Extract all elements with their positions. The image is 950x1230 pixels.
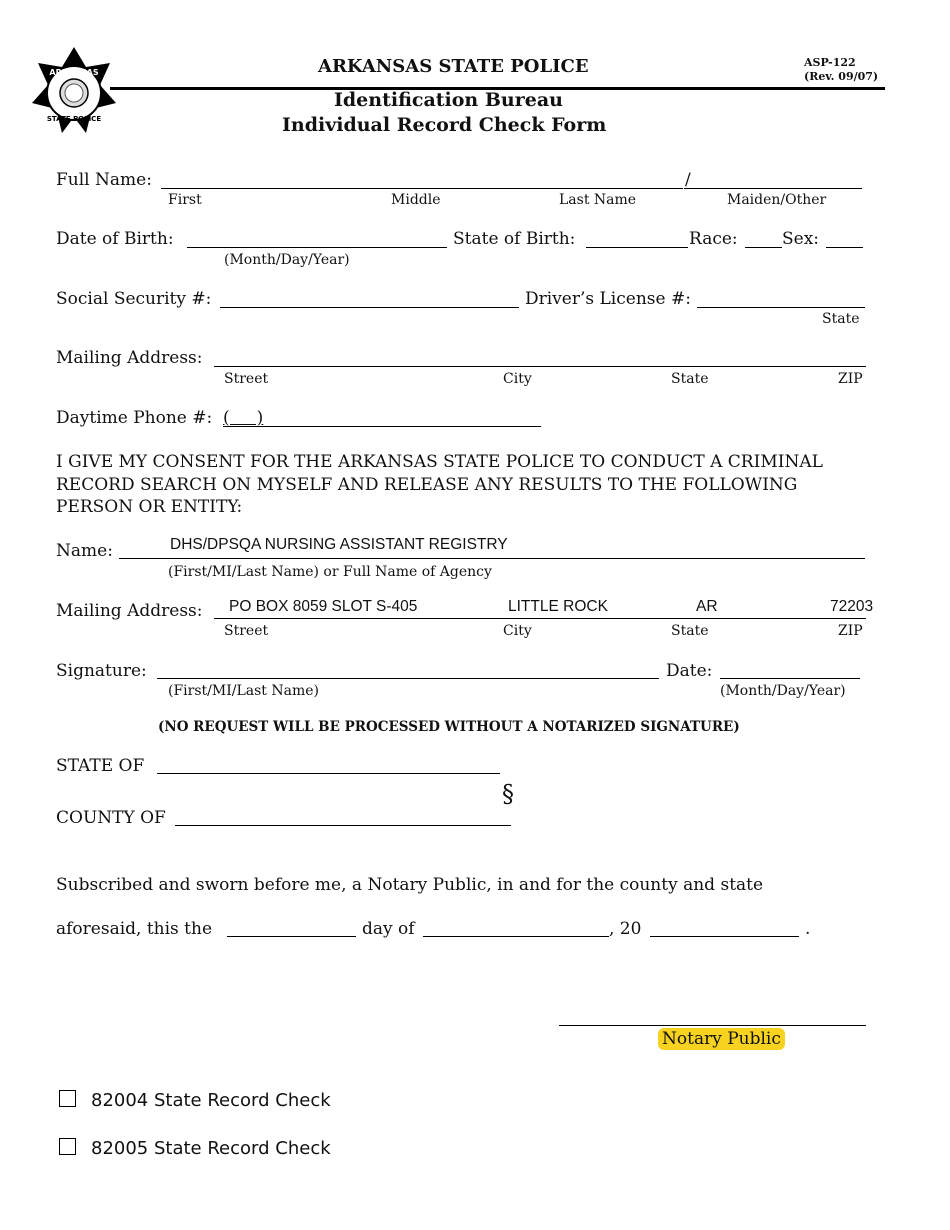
option-82005-checkbox[interactable] [59,1138,76,1155]
mailing-address-input[interactable] [214,366,866,367]
form-number: ASP-122 [804,56,856,69]
full-name-input[interactable] [161,188,683,189]
full-name-label: Full Name: [56,170,152,190]
recipient-street-value: PO BOX 8059 SLOT S-405 [229,598,418,615]
form-revision: (Rev. 09/07) [804,70,879,83]
notary-public-label: Notary Public [658,1028,785,1050]
signature-input[interactable] [157,678,659,679]
race-input[interactable] [745,247,782,248]
option-82004-label: 82004 State Record Check [91,1090,331,1111]
recipient-state-value: AR [696,598,718,615]
dob-label: Date of Birth: [56,229,174,249]
sworn-statement: Subscribed and sworn before me, a Notary Public, in and for the county and state [56,875,764,895]
phone-input[interactable] [223,426,541,427]
aforesaid-label: aforesaid, this the [56,919,213,939]
state-of-label: STATE OF [56,756,145,776]
middle-name-caption: Middle [391,192,441,208]
recipient-city-caption: City [503,623,532,639]
state-of-input[interactable] [157,773,500,774]
race-label: Race: [689,229,738,249]
zip-caption: ZIP [838,371,863,387]
state-of-birth-label: State of Birth: [453,229,576,249]
sex-input[interactable] [826,247,863,248]
county-of-input[interactable] [175,825,511,826]
date-caption: (Month/Day/Year) [720,683,846,699]
month-input[interactable] [423,936,609,937]
signature-label: Signature: [56,661,147,681]
recipient-address-label: Mailing Address: [56,601,203,621]
recipient-name-caption: (First/MI/Last Name) or Full Name of Agency [168,564,492,580]
date-label: Date: [666,661,713,681]
consent-line-2: RECORD SEARCH ON MYSELF AND RELEASE ANY RESULTS TO THE FOLLOWING [56,475,798,495]
state-of-birth-input[interactable] [586,247,688,248]
recipient-name-value: DHS/DPSQA NURSING ASSISTANT REGISTRY [170,536,508,553]
option-82005-label: 82005 State Record Check [91,1138,331,1159]
notary-signature-input[interactable] [559,1025,866,1026]
ssn-label: Social Security #: [56,289,212,309]
option-82004-checkbox[interactable] [59,1090,76,1107]
recipient-zip-caption: ZIP [838,623,863,639]
recipient-address-input[interactable] [214,618,866,619]
recipient-name-label: Name: [56,541,113,561]
recipient-name-input[interactable] [119,558,865,559]
notarized-notice: (NO REQUEST WILL BE PROCESSED WITHOUT A NOTARIZED SIGNATURE) [158,719,740,735]
badge-bottom-text: STATE POLICE [46,115,102,123]
recipient-state-caption: State [671,623,709,639]
dob-caption: (Month/Day/Year) [224,252,350,268]
first-name-caption: First [168,192,202,208]
dl-input[interactable] [697,307,865,308]
state-police-badge [30,45,118,141]
recipient-street-caption: Street [224,623,269,639]
date-input[interactable] [720,678,860,679]
maiden-name-input[interactable] [684,188,862,189]
full-name-slash: / [685,170,691,190]
sex-label: Sex: [782,229,820,249]
phone-label: Daytime Phone #: [56,408,213,428]
state-caption: State [671,371,709,387]
sentence-period: . [805,919,811,939]
dob-input[interactable] [187,247,447,248]
agency-name: ARKANSAS STATE POLICE [318,56,589,77]
bureau-title: Identification Bureau [334,89,563,111]
consent-line-1: I GIVE MY CONSENT FOR THE ARKANSAS STATE POLICE TO CONDUCT A CRIMINAL [56,452,823,472]
city-caption: City [503,371,532,387]
phone-area-code: ( ) [223,408,264,428]
ssn-input[interactable] [220,307,519,308]
section-symbol: § [502,780,514,808]
form-title: Individual Record Check Form [282,114,607,136]
recipient-zip-value: 72203 [830,598,874,615]
year-input[interactable] [650,936,799,937]
county-of-label: COUNTY OF [56,808,166,828]
mailing-address-label: Mailing Address: [56,348,203,368]
signature-caption: (First/MI/Last Name) [168,683,319,699]
day-input[interactable] [227,936,356,937]
day-of-label: day of [362,919,415,939]
consent-line-3: PERSON OR ENTITY: [56,497,243,517]
maiden-caption: Maiden/Other [727,192,827,208]
recipient-city-value: LITTLE ROCK [508,598,608,615]
street-caption: Street [224,371,269,387]
badge-top-text: ARKANSAS [49,68,99,77]
last-name-caption: Last Name [559,192,637,208]
dl-state-caption: State [822,311,860,327]
year-prefix: , 20 [609,919,642,939]
dl-label: Driver’s License #: [525,289,691,309]
